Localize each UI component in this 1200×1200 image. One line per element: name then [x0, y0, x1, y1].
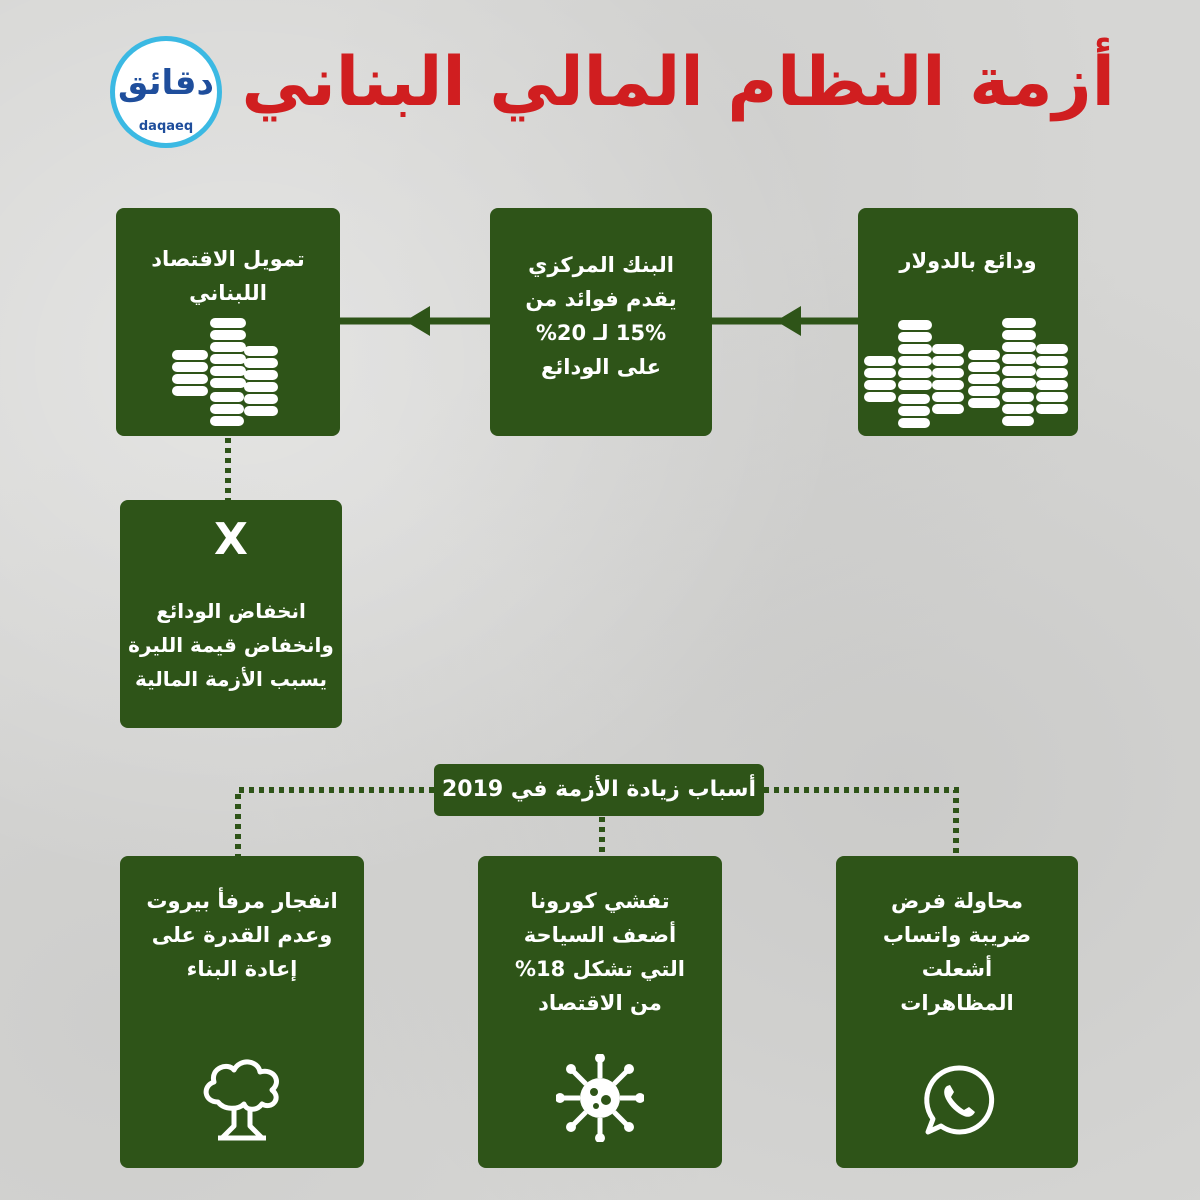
cause-label: تفشي كورونا أضعف السياحة التي تشكل 18% من الاقتصاد: [514, 889, 686, 1015]
cause-box-beirut: [120, 856, 364, 1168]
whatsapp-icon: [920, 1062, 998, 1140]
causes-heading: أسباب زيادة الأزمة في 2019: [434, 764, 764, 816]
cause-box-whatsapp: [836, 856, 1078, 1168]
x-mark-icon: X: [214, 514, 248, 565]
central-bank-box: [490, 208, 712, 436]
explosion-icon: [196, 1052, 288, 1144]
financing-label: تمويل الاقتصاد اللبناني: [151, 247, 305, 305]
arrow-left-icon: [405, 306, 430, 336]
deposits-box: [858, 208, 1078, 436]
decline-label: انخفاض الودائع وانخفاض قيمة الليرة يسبب الأزمة المالية: [128, 599, 334, 691]
logo-arabic-text: دقائق: [118, 63, 214, 103]
cause-label: محاولة فرض ضريبة واتساب أشعلت المظاهرات: [882, 889, 1032, 1015]
logo-latin-text: daqaeq: [138, 119, 194, 134]
arrow-left-icon: [776, 306, 801, 336]
deposits-label: ودائع بالدولار: [899, 249, 1037, 273]
coin-stacks-icon: [858, 208, 1078, 436]
page-title: أزمة النظام المالي البناني: [241, 43, 1115, 122]
financing-box: [116, 208, 340, 436]
coin-stacks-icon: [116, 208, 340, 436]
central-bank-label: البنك المركزي يقدم فوائد من 15% لـ 20% على الودائع: [525, 253, 677, 379]
virus-icon: [556, 1054, 644, 1142]
decline-box: [120, 500, 342, 728]
cause-box-corona: [478, 856, 722, 1168]
cause-label: انفجار مرفأ بيروت وعدم القدرة على إعادة البناء: [146, 889, 338, 981]
